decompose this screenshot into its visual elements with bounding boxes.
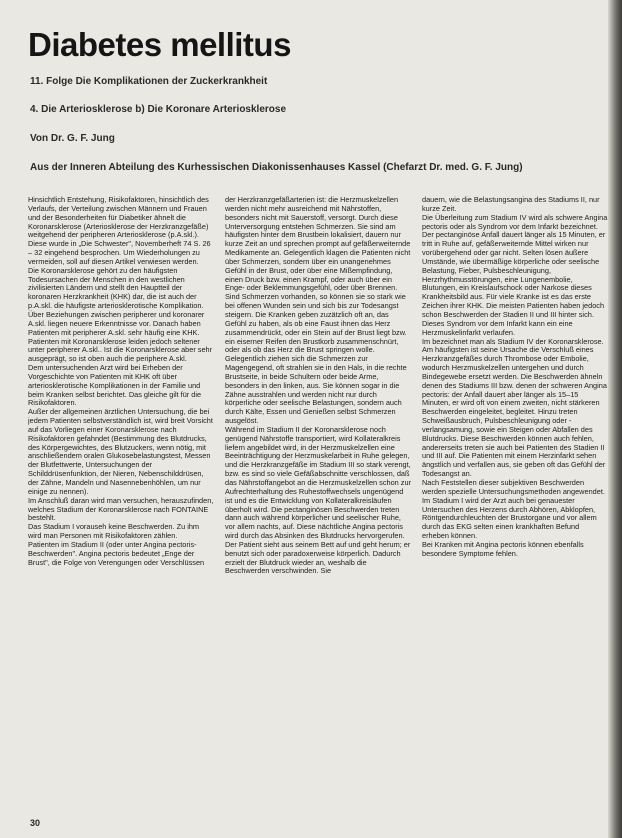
paragraph: Das Stadium I vorauseh keine Beschwerden. Zu ihm wird man Personen mit Risikofaktoren zählen. [28,522,200,541]
page-number: 30 [30,818,41,828]
paragraph: Im bezeichnet man als Stadium IV der Koronarsklerose. Am häufigsten ist seine Ursache die Verschluß eines Herzkranzgefäßes durch Thrombose oder Embolie, wodurch Herzmuskelzellen untergehen und durch Bindegewebe ersetzt werden. Die Beschwerden ähneln denen des Stadiums III bzw. denen der schweren Angina pectoris: der Anfall dauert aber länger als 15–15 Minuten, er wird oft von einem zweiten, nicht stärkeren Beschwerden eingeleitet, begleitet. Hinzu treten Schweißausbruch, Pulsbeschleunigung oder -verlangsamung, sowie ein Steigen oder Abfallen des Blutdrucks. Diese Beschwerden können auch fehlen, andererseits treten sie auch bei Patienten des Stadien II und III auf. Die Patienten mit einem Herzinfarkt sehen ängstlich und verfallen aus, sie geben oft das Gefühl der Todesangst an. [422,336,607,479]
text-column-3 [422,196,608,814]
paragraph: der Herzkranzgefäßarterien ist: die Herzmuskelzellen werden nicht mehr ausreichend mit Nährstoffen, besonders nicht mit Sauerstoff, versorgt. Durch diese Unterversorgung entstehen Schmerzen. Sie sind am häufigsten hinter dem Brustbein lokalisiert, dauern nur kurze Zeit an und sprechen prompt auf gefäßerweiternde Medikamente an. Gelegentlich klagen die Patienten nicht über Schmerzen, sondern über ein unangenehmes Gefühl in der Brust, oder über eine Mißempfindung, einen Druck bzw. einen Krampf, oder auch über ein Enge- oder Beklemmungsgefühl, oder über Brennen. Sind Schmerzen vorhanden, so können sie so stark wie bei offenen Wunden sein und sich bis zur Todesangst steigern. Die Kranken geben zuzätzlich oft an, das Gefühl zu haben, als ob eine Faust ihnen das Herz zusammendrückt, oder ein Stein auf der Brust liegt bzw. ein eiserner Reifen den Brustkorb zusammenschnürt, oder als ob das Herz die Brust springen wolle. Gelegentlich ziehen sich die Schmerzen zur Magengegend, oft strahlen sie in den Hals, in die rechte Brustseite, in beide Schultern oder beide Arme, besonders in den linken, aus. Sie können sogar in die Zähne ausstrahlen und werden nicht nur durch körperliche oder seelische Belastungen, sondern auch durch Kälte, Essen und Genießen selbst Schmerzen ausgelöst. [225,196,411,426]
affiliation-line: Aus der Inneren Abteilung des Kurhessischen Diakonissenhauses Kassel (Chefarzt Dr. med. G. F. Jung) [30,162,523,173]
section-subtitle: 4. Die Arteriosklerose b) Die Koronare Arteriosklerose [30,104,287,115]
text-column-2 [225,196,411,814]
series-heading: 11. Folge Die Komplikationen der Zuckerkrankheit [30,76,268,87]
paragraph: Über Beziehungen zwischen peripherer und koronarer A.skl. liegen neuere Erkenntnisse vor. Danach haben Patienten mit peripherer A.skl. sehr häufig eine KHK. Patienten mit Koronarsklerose leiden jedoch seltener unter peripherer A.skl.. Ist die Koronarsklerose aber sehr ausgeprägt, so ist oben auch die periphere A.skl. [28,309,213,364]
paragraph: Dem untersuchenden Arzt wird bei Erheben der Vorgeschichte von Patienten mit KHK oft über arteriosklerotische Komplikationen in der Familie und beim Kranken selbst berichtet. Das gleiche gilt für die Risikofaktoren. [28,363,202,408]
paragraph: Im Anschluß daran wird man versuchen, herauszufinden, welches Stadium der Koronarsklerose nach FONTAINE bestehlt. [28,495,214,523]
text-column-1 [28,196,214,814]
paragraph: Die Überleitung zum Stadium IV wird als schwere Angina pectoris oder als Syndrom vor dem Infarkt bezeichnet. Der pectanginöse Anfall dauert länger als 15 Minuten, er tritt in Ruhe auf, gefäßerweiternde Mittel wirken nur vorübergehend oder gar nicht. Selten lösen äußere Umstände, wie übermäßige körperliche oder seelische Belastung, Fieber, Pulsbeschleunigung, Herzrhythmusstörungen, eine Lungenembolie, Blutungen, ein Kreislaufschock oder Narkose dieses Krankheitsbild aus. Für viele Kranke ist es das erste Zeichen ihrer KHK. Die meisten Patienten haben jedoch schon Beschwerden der Stadien II und III hinter sich. Dieses Syndrom vor dem Infarkt kann ein eine Herzmuskelinfarkt verlaufen. [422,212,608,337]
author-line: Von Dr. G. F. Jung [30,133,115,144]
paragraph: Im Stadium I wird der Arzt auch bei genauester Untersuchen des Herzens durch Abhören, Abklopfen, Röntgendurchleuchten der Brustorgane und vor allem durch das EKG selten einen krankhaften Befund erheben können. [422,495,597,541]
paragraph: dauern, wie die Belastungsangina des Stadiums II, nur kurze Zeit. [422,196,600,213]
page-edge-shadow [608,0,622,838]
paragraph: Die Koronarsklerose gehört zu den häufigsten Todesursachen der Menschen in den westlichen zivilisierten Ländern und stellt den Hauptteil der koronaren Herzkrankheit (KHK) dar, die ist auch der p.A.skl. die häufigste arteriosklerotische Komplikation. [28,265,204,311]
paragraph: Hinsichtlich Entstehung, Risikofaktoren, hinsichtlich des Verlaufs, der Verteilung zwischen Männern und Frauen und der Besonderheiten für Diabetiker ähnelt die Koronarsklerose (Arteriosklerose der Herzkranzgefäße) weitgehend der peripheren Arteriosklerose (p.A.skl.). Diese wurde in „Die Schwester", Novemberheft 74 S. 26 – 32 eingehend besprochen. Um Wiederholungen zu vermeiden, soll auf diesen Artikel verwiesen werden. [28,196,211,266]
page-title: Diabetes mellitus [28,26,291,63]
paragraph: Während im Stadium II der Koronarsklerose noch genügend Nährstoffe transportiert, wird Kollateralkreis liefern angebildet wird, in der Herzmuskelzellen eine Beeinträchtigung der Herzmuskelarbeit in Ruhe gelegen, und die Herzkranzgefäße im Stadium III so stark verengt, bzw. es sind so viele Gefäßabschnitte verschlossen, daß das Nährstoffangebot an die Herzmuskelzellen schon zur Aufrechterhaltung des Ruhestoffwechsels ungenügend ist und es die Entwicklung von Kollateralkreisläufen überholt wird. Die pectanginösen Beschwerden treten dann auch während körperlicher und seelischer Ruhe, vor allem nachts, auf. Diese nächtliche Angina pectoris wird durch das Absinken des Blutdrucks hervorgerufen. Der Patient sieht aus seinem Bett auf und geht herum; er benutzt sich oder paradoxerweise körperlich. Dadurch erzielt der Blutdruck wieder an, weshalb die Beschwerden verschwinden. Sie [225,424,412,576]
paragraph: Außer der allgemeinen ärztlichen Untersuchung, die bei jedem Patienten selbstverständlich ist, wird breit Vorsicht auf das Vorliegen einer Koronarsklerose nach Risikofaktoren gefahndet (Bestimmung des Blutdrucks, des Körpergewichtes, des Blutzuckers, wenn nötig, mit anschließendem oralen Glukosebelastungstest, Messen der Blutfettwerte, Untersuchungen der Schilddrüsenfunktion, der Nieren, Nebenschilddrüsen, der Zähne, Mandeln und Nasennebenhöhlen, um nur einige zu nennen). [28,407,213,496]
paragraph: Bei Kranken mit Angina pectoris können ebenfalls besondere Symptome fehlen. [422,539,584,558]
article-body [28,196,608,814]
paragraph: Nach Feststellen dieser subjektiven Beschwerden werden spezielle Untersuchungsmethoden angewendet. [422,478,605,496]
paragraph: Patienten im Stadium II (oder unter Angina pectoris-Beschwerden". Angina pectoris bedeutet „Enge der Brust", die Folge von Verengungen oder Verschlüssen [28,539,205,567]
